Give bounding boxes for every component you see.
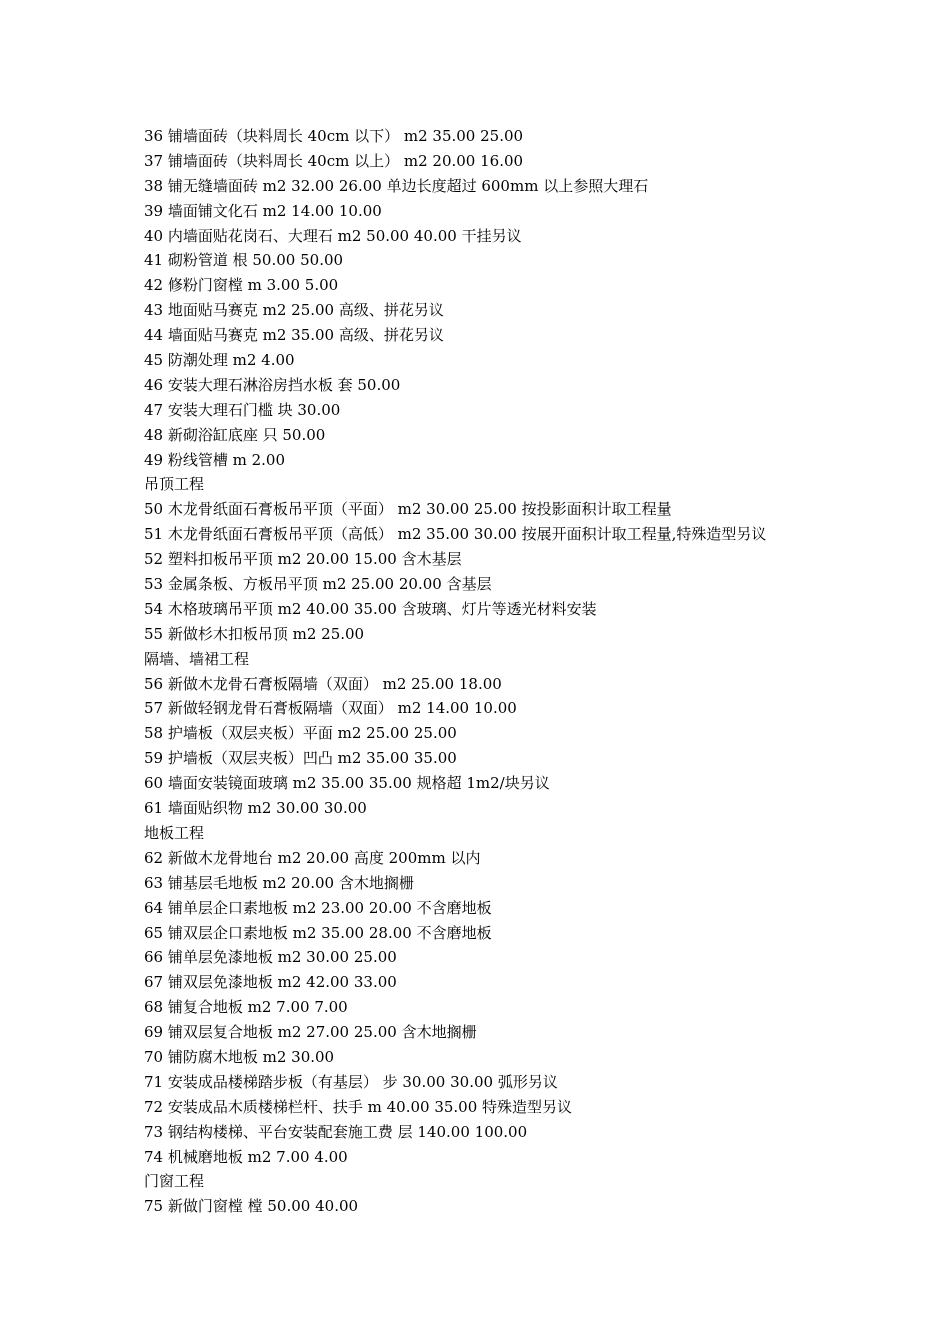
text-line: 41 砌粉管道 根 50.00 50.00 [144, 251, 344, 270]
text-line: 65 铺双层企口素地板 m2 35.00 28.00 不含磨地板 [144, 923, 492, 942]
text-line: 隔墙、墙裙工程 [144, 649, 250, 668]
text-line: 51 木龙骨纸面石膏板吊平顶（高低） m2 35.00 30.00 按展开面积计取工程量,特殊造型另议 [144, 525, 767, 544]
text-line: 71 安装成品楼梯踏步板（有基层） 步 30.00 30.00 弧形另议 [144, 1072, 558, 1091]
text-line: 53 金属条板、方板吊平顶 m2 25.00 20.00 含基层 [144, 575, 492, 594]
text-line: 地板工程 [144, 823, 205, 842]
text-line: 62 新做木龙骨地台 m2 20.00 高度 200mm 以内 [144, 848, 481, 867]
text-line: 59 护墙板（双层夹板）凹凸 m2 35.00 35.00 [144, 749, 457, 768]
text-line: 56 新做木龙骨石膏板隔墙（双面） m2 25.00 18.00 [144, 674, 502, 693]
text-line: 60 墙面安装镜面玻璃 m2 35.00 35.00 规格超 1m2/块另议 [144, 774, 550, 793]
text-line: 49 粉线管槽 m 2.00 [144, 450, 286, 469]
text-line: 48 新砌浴缸底座 只 50.00 [144, 425, 326, 444]
text-line: 64 铺单层企口素地板 m2 23.00 20.00 不含磨地板 [144, 898, 492, 917]
text-line: 58 护墙板（双层夹板）平面 m2 25.00 25.00 [144, 724, 457, 743]
text-line: 67 铺双层免漆地板 m2 42.00 33.00 [144, 973, 397, 992]
text-line: 75 新做门窗樘 樘 50.00 40.00 [144, 1197, 359, 1216]
text-line: 37 铺墙面砖（块料周长 40cm 以上） m2 20.00 16.00 [144, 151, 524, 170]
text-line: 吊顶工程 [144, 475, 205, 494]
text-line: 50 木龙骨纸面石膏板吊平顶（平面） m2 30.00 25.00 按投影面积计取工程量 [144, 500, 672, 519]
text-line: 42 修粉门窗樘 m 3.00 5.00 [144, 276, 339, 295]
text-line: 40 内墙面贴花岗石、大理石 m2 50.00 40.00 干挂另议 [144, 226, 522, 245]
text-line: 52 塑料扣板吊平顶 m2 20.00 15.00 含木基层 [144, 550, 462, 569]
text-line: 61 墙面贴织物 m2 30.00 30.00 [144, 799, 367, 818]
text-line: 63 铺基层毛地板 m2 20.00 含木地搁栅 [144, 873, 414, 892]
text-line: 55 新做杉木扣板吊顶 m2 25.00 [144, 624, 365, 643]
text-line: 36 铺墙面砖（块料周长 40cm 以下） m2 35.00 25.00 [144, 127, 524, 145]
text-line: 69 铺双层复合地板 m2 27.00 25.00 含木地搁栅 [144, 1023, 477, 1042]
text-line: 72 安装成品木质楼梯栏杆、扶手 m 40.00 35.00 特殊造型另议 [144, 1097, 573, 1116]
text-line: 39 墙面铺文化石 m2 14.00 10.00 [144, 201, 382, 220]
text-line: 70 铺防腐木地板 m2 30.00 [144, 1047, 335, 1066]
text-line: 47 安装大理石门槛 块 30.00 [144, 400, 341, 419]
text-line: 门窗工程 [144, 1172, 205, 1191]
text-line: 73 钢结构楼梯、平台安装配套施工费 层 140.00 100.00 [144, 1122, 528, 1141]
text-line: 43 地面贴马赛克 m2 25.00 高级、拼花另议 [144, 301, 444, 320]
text-line: 38 铺无缝墙面砖 m2 32.00 26.00 单边长度超过 600mm 以上参照大理石 [144, 176, 649, 195]
text-line: 45 防潮处理 m2 4.00 [144, 351, 295, 370]
text-line: 57 新做轻钢龙骨石膏板隔墙（双面） m2 14.00 10.00 [144, 699, 517, 718]
text-line: 68 铺复合地板 m2 7.00 7.00 [144, 998, 348, 1017]
text-line: 74 机械磨地板 m2 7.00 4.00 [144, 1147, 348, 1166]
text-line: 66 铺单层免漆地板 m2 30.00 25.00 [144, 948, 397, 967]
text-line: 54 木格玻璃吊平顶 m2 40.00 35.00 含玻璃、灯片等透光材料安装 [144, 599, 597, 618]
document-page [144, 124, 924, 1219]
text-line: 46 安装大理石淋浴房挡水板 套 50.00 [144, 375, 401, 394]
text-line: 44 墙面贴马赛克 m2 35.00 高级、拼花另议 [144, 326, 444, 345]
